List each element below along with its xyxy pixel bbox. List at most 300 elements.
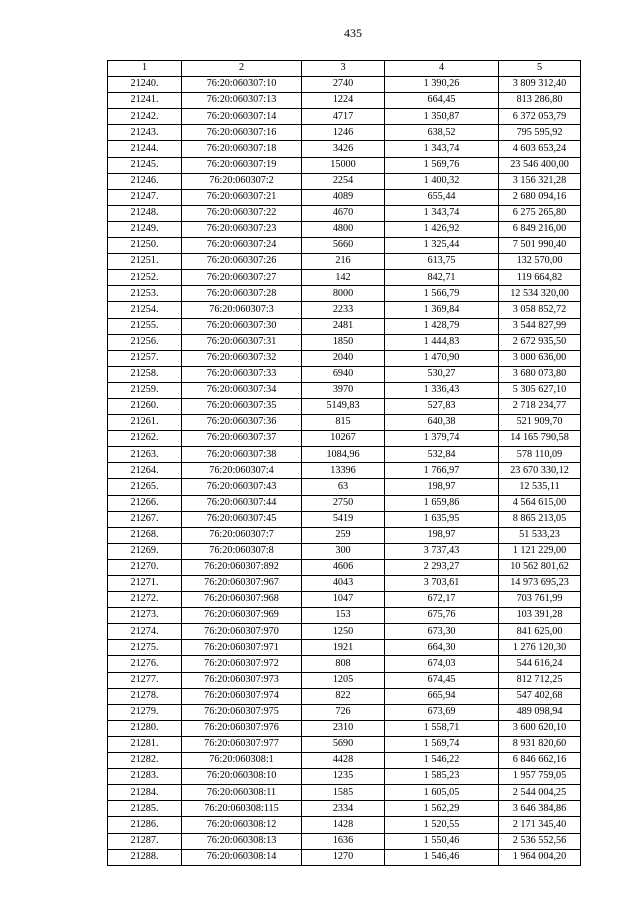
area-value-cell: 1850 [302, 334, 385, 350]
rate-value-cell: 638,52 [385, 125, 499, 141]
rate-value-cell: 675,76 [385, 608, 499, 624]
rate-value-cell: 674,45 [385, 672, 499, 688]
area-value-cell: 1921 [302, 640, 385, 656]
rate-value-cell: 672,17 [385, 592, 499, 608]
total-value-cell: 3 680 073,80 [499, 366, 581, 382]
table-row [108, 125, 581, 141]
total-value-cell: 3 600 620,10 [499, 720, 581, 736]
column-header: 3 [302, 61, 385, 77]
area-value-cell: 1250 [302, 624, 385, 640]
row-number-cell: 21288. [108, 849, 182, 865]
row-number-cell: 21267. [108, 511, 182, 527]
row-number-cell: 21247. [108, 189, 182, 205]
total-value-cell: 2 718 234,77 [499, 398, 581, 414]
area-value-cell: 815 [302, 415, 385, 431]
row-number-cell: 21248. [108, 205, 182, 221]
total-value-cell: 2 672 935,50 [499, 334, 581, 350]
cadastral-number-cell: 76:20:060307:976 [182, 720, 302, 736]
row-number-cell: 21277. [108, 672, 182, 688]
total-value-cell: 3 809 312,40 [499, 77, 581, 93]
total-value-cell: 489 098,94 [499, 704, 581, 720]
cadastral-number-cell: 76:20:060307:35 [182, 398, 302, 414]
table-row [108, 576, 581, 592]
rate-value-cell: 530,27 [385, 366, 499, 382]
cadastral-number-cell: 76:20:060307:970 [182, 624, 302, 640]
table-row [108, 479, 581, 495]
rate-value-cell: 1 336,43 [385, 382, 499, 398]
row-number-cell: 21276. [108, 656, 182, 672]
total-value-cell: 3 156 321,28 [499, 173, 581, 189]
total-value-cell: 4 564 615,00 [499, 495, 581, 511]
rate-value-cell: 1 569,76 [385, 157, 499, 173]
cadastral-number-cell: 76:20:060307:974 [182, 688, 302, 704]
total-value-cell: 2 536 552,56 [499, 833, 581, 849]
rate-value-cell: 1 562,29 [385, 801, 499, 817]
total-value-cell: 8 865 213,05 [499, 511, 581, 527]
table-row [108, 640, 581, 656]
row-number-cell: 21262. [108, 431, 182, 447]
rate-value-cell: 664,45 [385, 93, 499, 109]
table-row [108, 77, 581, 93]
row-number-cell: 21284. [108, 785, 182, 801]
area-value-cell: 3970 [302, 382, 385, 398]
cadastral-number-cell: 76:20:060307:26 [182, 254, 302, 270]
total-value-cell: 12 535,11 [499, 479, 581, 495]
row-number-cell: 21259. [108, 382, 182, 398]
table-row [108, 624, 581, 640]
rate-value-cell: 198,97 [385, 527, 499, 543]
rate-value-cell: 1 428,79 [385, 318, 499, 334]
table-row [108, 382, 581, 398]
total-value-cell: 51 533,23 [499, 527, 581, 543]
total-value-cell: 1 276 120,30 [499, 640, 581, 656]
table-row [108, 753, 581, 769]
cadastral-number-cell: 76:20:060308:10 [182, 769, 302, 785]
cadastral-number-cell: 76:20:060307:968 [182, 592, 302, 608]
table-row [108, 736, 581, 752]
total-value-cell: 1 121 229,00 [499, 543, 581, 559]
row-number-cell: 21264. [108, 463, 182, 479]
table-row [108, 463, 581, 479]
rate-value-cell: 1 379,74 [385, 431, 499, 447]
area-value-cell: 13396 [302, 463, 385, 479]
area-value-cell: 4043 [302, 576, 385, 592]
cadastral-number-cell: 76:20:060307:19 [182, 157, 302, 173]
row-number-cell: 21242. [108, 109, 182, 125]
rate-value-cell: 1 400,32 [385, 173, 499, 189]
area-value-cell: 63 [302, 479, 385, 495]
cadastral-number-cell: 76:20:060307:28 [182, 286, 302, 302]
column-header: 5 [499, 61, 581, 77]
rate-value-cell: 2 293,27 [385, 559, 499, 575]
row-number-cell: 21257. [108, 350, 182, 366]
area-value-cell: 2040 [302, 350, 385, 366]
table-row [108, 769, 581, 785]
cadastral-number-cell: 76:20:060307:43 [182, 479, 302, 495]
area-value-cell: 822 [302, 688, 385, 704]
table-row [108, 431, 581, 447]
cadastral-number-cell: 76:20:060307:23 [182, 221, 302, 237]
table-row [108, 350, 581, 366]
rate-value-cell: 673,69 [385, 704, 499, 720]
table-row [108, 141, 581, 157]
total-value-cell: 6 275 265,80 [499, 205, 581, 221]
cadastral-number-cell: 76:20:060307:975 [182, 704, 302, 720]
table-row [108, 849, 581, 865]
total-value-cell: 132 570,00 [499, 254, 581, 270]
row-number-cell: 21263. [108, 447, 182, 463]
table-row [108, 543, 581, 559]
cadastral-number-cell: 76:20:060307:13 [182, 93, 302, 109]
cadastral-number-cell: 76:20:060307:38 [182, 447, 302, 463]
area-value-cell: 4717 [302, 109, 385, 125]
rate-value-cell: 1 444,83 [385, 334, 499, 350]
column-header: 2 [182, 61, 302, 77]
cadastral-number-cell: 76:20:060308:11 [182, 785, 302, 801]
row-number-cell: 21269. [108, 543, 182, 559]
row-number-cell: 21270. [108, 559, 182, 575]
table-row [108, 833, 581, 849]
area-value-cell: 142 [302, 270, 385, 286]
rate-value-cell: 1 470,90 [385, 350, 499, 366]
row-number-cell: 21250. [108, 238, 182, 254]
total-value-cell: 2 171 345,40 [499, 817, 581, 833]
table-row [108, 109, 581, 125]
total-value-cell: 103 391,28 [499, 608, 581, 624]
column-header: 1 [108, 61, 182, 77]
rate-value-cell: 613,75 [385, 254, 499, 270]
area-value-cell: 4800 [302, 221, 385, 237]
row-number-cell: 21278. [108, 688, 182, 704]
rate-value-cell: 3 703,61 [385, 576, 499, 592]
area-value-cell: 1428 [302, 817, 385, 833]
table-row [108, 205, 581, 221]
total-value-cell: 4 603 653,24 [499, 141, 581, 157]
table-row [108, 221, 581, 237]
area-value-cell: 15000 [302, 157, 385, 173]
cadastral-number-cell: 76:20:060307:3 [182, 302, 302, 318]
cadastral-number-cell: 76:20:060307:45 [182, 511, 302, 527]
row-number-cell: 21261. [108, 415, 182, 431]
total-value-cell: 578 110,09 [499, 447, 581, 463]
table-row [108, 270, 581, 286]
row-number-cell: 21258. [108, 366, 182, 382]
cadastral-number-cell: 76:20:060307:24 [182, 238, 302, 254]
area-value-cell: 1585 [302, 785, 385, 801]
table-row [108, 447, 581, 463]
row-number-cell: 21266. [108, 495, 182, 511]
total-value-cell: 703 761,99 [499, 592, 581, 608]
row-number-cell: 21287. [108, 833, 182, 849]
cadastral-number-cell: 76:20:060307:969 [182, 608, 302, 624]
rate-value-cell: 1 585,23 [385, 769, 499, 785]
rate-value-cell: 640,38 [385, 415, 499, 431]
row-number-cell: 21240. [108, 77, 182, 93]
area-value-cell: 8000 [302, 286, 385, 302]
rate-value-cell: 1 350,87 [385, 109, 499, 125]
rate-value-cell: 527,83 [385, 398, 499, 414]
total-value-cell: 547 402,68 [499, 688, 581, 704]
row-number-cell: 21254. [108, 302, 182, 318]
total-value-cell: 23 670 330,12 [499, 463, 581, 479]
total-value-cell: 10 562 801,62 [499, 559, 581, 575]
total-value-cell: 521 909,70 [499, 415, 581, 431]
table-row [108, 334, 581, 350]
area-value-cell: 2334 [302, 801, 385, 817]
row-number-cell: 21255. [108, 318, 182, 334]
rate-value-cell: 674,03 [385, 656, 499, 672]
area-value-cell: 10267 [302, 431, 385, 447]
total-value-cell: 8 931 820,60 [499, 736, 581, 752]
row-number-cell: 21249. [108, 221, 182, 237]
rate-value-cell: 1 390,26 [385, 77, 499, 93]
row-number-cell: 21251. [108, 254, 182, 270]
total-value-cell: 813 286,80 [499, 93, 581, 109]
area-value-cell: 300 [302, 543, 385, 559]
total-value-cell: 12 534 320,00 [499, 286, 581, 302]
table-row [108, 592, 581, 608]
table-row [108, 785, 581, 801]
rate-value-cell: 1 550,46 [385, 833, 499, 849]
cadastral-number-cell: 76:20:060307:8 [182, 543, 302, 559]
area-value-cell: 1270 [302, 849, 385, 865]
table-row [108, 704, 581, 720]
cadastral-number-cell: 76:20:060307:4 [182, 463, 302, 479]
row-number-cell: 21280. [108, 720, 182, 736]
row-number-cell: 21265. [108, 479, 182, 495]
total-value-cell: 14 165 790,58 [499, 431, 581, 447]
table-row [108, 415, 581, 431]
cadastral-number-cell: 76:20:060308:1 [182, 753, 302, 769]
total-value-cell: 14 973 695,23 [499, 576, 581, 592]
table-row [108, 672, 581, 688]
area-value-cell: 1235 [302, 769, 385, 785]
cadastral-number-cell: 76:20:060307:18 [182, 141, 302, 157]
table-row [108, 688, 581, 704]
table-row [108, 720, 581, 736]
row-number-cell: 21282. [108, 753, 182, 769]
total-value-cell: 795 595,92 [499, 125, 581, 141]
total-value-cell: 6 846 662,16 [499, 753, 581, 769]
table-row [108, 157, 581, 173]
cadastral-number-cell: 76:20:060307:44 [182, 495, 302, 511]
area-value-cell: 2750 [302, 495, 385, 511]
total-value-cell: 1 964 004,20 [499, 849, 581, 865]
row-number-cell: 21275. [108, 640, 182, 656]
cadastral-number-cell: 76:20:060307:32 [182, 350, 302, 366]
area-value-cell: 216 [302, 254, 385, 270]
area-value-cell: 2310 [302, 720, 385, 736]
cadastral-number-cell: 76:20:060307:34 [182, 382, 302, 398]
table-row [108, 817, 581, 833]
rate-value-cell: 842,71 [385, 270, 499, 286]
rate-value-cell: 1 546,22 [385, 753, 499, 769]
column-header: 4 [385, 61, 499, 77]
rate-value-cell: 198,97 [385, 479, 499, 495]
total-value-cell: 6 849 216,00 [499, 221, 581, 237]
area-value-cell: 2254 [302, 173, 385, 189]
area-value-cell: 2740 [302, 77, 385, 93]
area-value-cell: 1224 [302, 93, 385, 109]
cadastral-number-cell: 76:20:060307:27 [182, 270, 302, 286]
row-number-cell: 21274. [108, 624, 182, 640]
rate-value-cell: 673,30 [385, 624, 499, 640]
area-value-cell: 5149,83 [302, 398, 385, 414]
table-row [108, 495, 581, 511]
cadastral-number-cell: 76:20:060308:12 [182, 817, 302, 833]
rate-value-cell: 1 635,95 [385, 511, 499, 527]
rate-value-cell: 1 546,46 [385, 849, 499, 865]
total-value-cell: 841 625,00 [499, 624, 581, 640]
cadastral-number-cell: 76:20:060307:21 [182, 189, 302, 205]
total-value-cell: 7 501 990,40 [499, 238, 581, 254]
row-number-cell: 21271. [108, 576, 182, 592]
rate-value-cell: 1 566,79 [385, 286, 499, 302]
area-value-cell: 2233 [302, 302, 385, 318]
total-value-cell: 5 305 627,10 [499, 382, 581, 398]
cadastral-number-cell: 76:20:060308:115 [182, 801, 302, 817]
table-row [108, 173, 581, 189]
table-row [108, 366, 581, 382]
table-row [108, 286, 581, 302]
table-row [108, 608, 581, 624]
rate-value-cell: 1 343,74 [385, 205, 499, 221]
table-row [108, 254, 581, 270]
cadastral-number-cell: 76:20:060307:7 [182, 527, 302, 543]
rate-value-cell: 665,94 [385, 688, 499, 704]
area-value-cell: 726 [302, 704, 385, 720]
rate-value-cell: 664,30 [385, 640, 499, 656]
table-row [108, 238, 581, 254]
total-value-cell: 3 646 384,86 [499, 801, 581, 817]
table-row [108, 398, 581, 414]
row-number-cell: 21272. [108, 592, 182, 608]
cadastral-number-cell: 76:20:060307:892 [182, 559, 302, 575]
cadastral-number-cell: 76:20:060307:971 [182, 640, 302, 656]
cadastral-number-cell: 76:20:060307:967 [182, 576, 302, 592]
area-value-cell: 4428 [302, 753, 385, 769]
area-value-cell: 153 [302, 608, 385, 624]
cadastral-number-cell: 76:20:060307:36 [182, 415, 302, 431]
row-number-cell: 21253. [108, 286, 182, 302]
data-table [107, 60, 581, 866]
row-number-cell: 21273. [108, 608, 182, 624]
total-value-cell: 2 544 004,25 [499, 785, 581, 801]
cadastral-number-cell: 76:20:060307:16 [182, 125, 302, 141]
cadastral-number-cell: 76:20:060307:14 [182, 109, 302, 125]
table-row [108, 189, 581, 205]
area-value-cell: 5419 [302, 511, 385, 527]
rate-value-cell: 1 569,74 [385, 736, 499, 752]
rate-value-cell: 1 369,84 [385, 302, 499, 318]
rate-value-cell: 1 659,86 [385, 495, 499, 511]
table-row [108, 527, 581, 543]
area-value-cell: 1636 [302, 833, 385, 849]
total-value-cell: 1 957 759,05 [499, 769, 581, 785]
area-value-cell: 1047 [302, 592, 385, 608]
row-number-cell: 21286. [108, 817, 182, 833]
area-value-cell: 1246 [302, 125, 385, 141]
page-number: 435 [344, 26, 362, 40]
rate-value-cell: 1 558,71 [385, 720, 499, 736]
cadastral-number-cell: 76:20:060307:2 [182, 173, 302, 189]
row-number-cell: 21279. [108, 704, 182, 720]
area-value-cell: 3426 [302, 141, 385, 157]
table-row [108, 318, 581, 334]
row-number-cell: 21256. [108, 334, 182, 350]
cadastral-number-cell: 76:20:060307:37 [182, 431, 302, 447]
cadastral-number-cell: 76:20:060307:977 [182, 736, 302, 752]
rate-value-cell: 1 766,97 [385, 463, 499, 479]
table-body [108, 77, 581, 866]
row-number-cell: 21245. [108, 157, 182, 173]
total-value-cell: 3 058 852,72 [499, 302, 581, 318]
total-value-cell: 812 712,25 [499, 672, 581, 688]
row-number-cell: 21285. [108, 801, 182, 817]
rate-value-cell: 655,44 [385, 189, 499, 205]
total-value-cell: 119 664,82 [499, 270, 581, 286]
area-value-cell: 4606 [302, 559, 385, 575]
total-value-cell: 6 372 053,79 [499, 109, 581, 125]
rate-value-cell: 1 426,92 [385, 221, 499, 237]
table-row [108, 511, 581, 527]
total-value-cell: 23 546 400,00 [499, 157, 581, 173]
area-value-cell: 5660 [302, 238, 385, 254]
rate-value-cell: 1 605,05 [385, 785, 499, 801]
table-row [108, 559, 581, 575]
area-value-cell: 4670 [302, 205, 385, 221]
area-value-cell: 1205 [302, 672, 385, 688]
total-value-cell: 3 000 636,00 [499, 350, 581, 366]
cadastral-number-cell: 76:20:060308:13 [182, 833, 302, 849]
rate-value-cell: 532,84 [385, 447, 499, 463]
row-number-cell: 21252. [108, 270, 182, 286]
rate-value-cell: 1 325,44 [385, 238, 499, 254]
row-number-cell: 21244. [108, 141, 182, 157]
table-row [108, 302, 581, 318]
cadastral-number-cell: 76:20:060307:33 [182, 366, 302, 382]
cadastral-number-cell: 76:20:060307:973 [182, 672, 302, 688]
table-row [108, 93, 581, 109]
table-row [108, 801, 581, 817]
row-number-cell: 21243. [108, 125, 182, 141]
row-number-cell: 21241. [108, 93, 182, 109]
rate-value-cell: 1 520,55 [385, 817, 499, 833]
area-value-cell: 5690 [302, 736, 385, 752]
table-row [108, 656, 581, 672]
row-number-cell: 21281. [108, 736, 182, 752]
area-value-cell: 4089 [302, 189, 385, 205]
cadastral-number-cell: 76:20:060307:972 [182, 656, 302, 672]
area-value-cell: 808 [302, 656, 385, 672]
row-number-cell: 21283. [108, 769, 182, 785]
row-number-cell: 21246. [108, 173, 182, 189]
area-value-cell: 259 [302, 527, 385, 543]
total-value-cell: 544 616,24 [499, 656, 581, 672]
rate-value-cell: 3 737,43 [385, 543, 499, 559]
area-value-cell: 6940 [302, 366, 385, 382]
total-value-cell: 3 544 827,99 [499, 318, 581, 334]
cadastral-number-cell: 76:20:060307:30 [182, 318, 302, 334]
area-value-cell: 2481 [302, 318, 385, 334]
row-number-cell: 21268. [108, 527, 182, 543]
row-number-cell: 21260. [108, 398, 182, 414]
cadastral-number-cell: 76:20:060307:10 [182, 77, 302, 93]
rate-value-cell: 1 343,74 [385, 141, 499, 157]
cadastral-number-cell: 76:20:060307:22 [182, 205, 302, 221]
total-value-cell: 2 680 094,16 [499, 189, 581, 205]
cadastral-number-cell: 76:20:060307:31 [182, 334, 302, 350]
